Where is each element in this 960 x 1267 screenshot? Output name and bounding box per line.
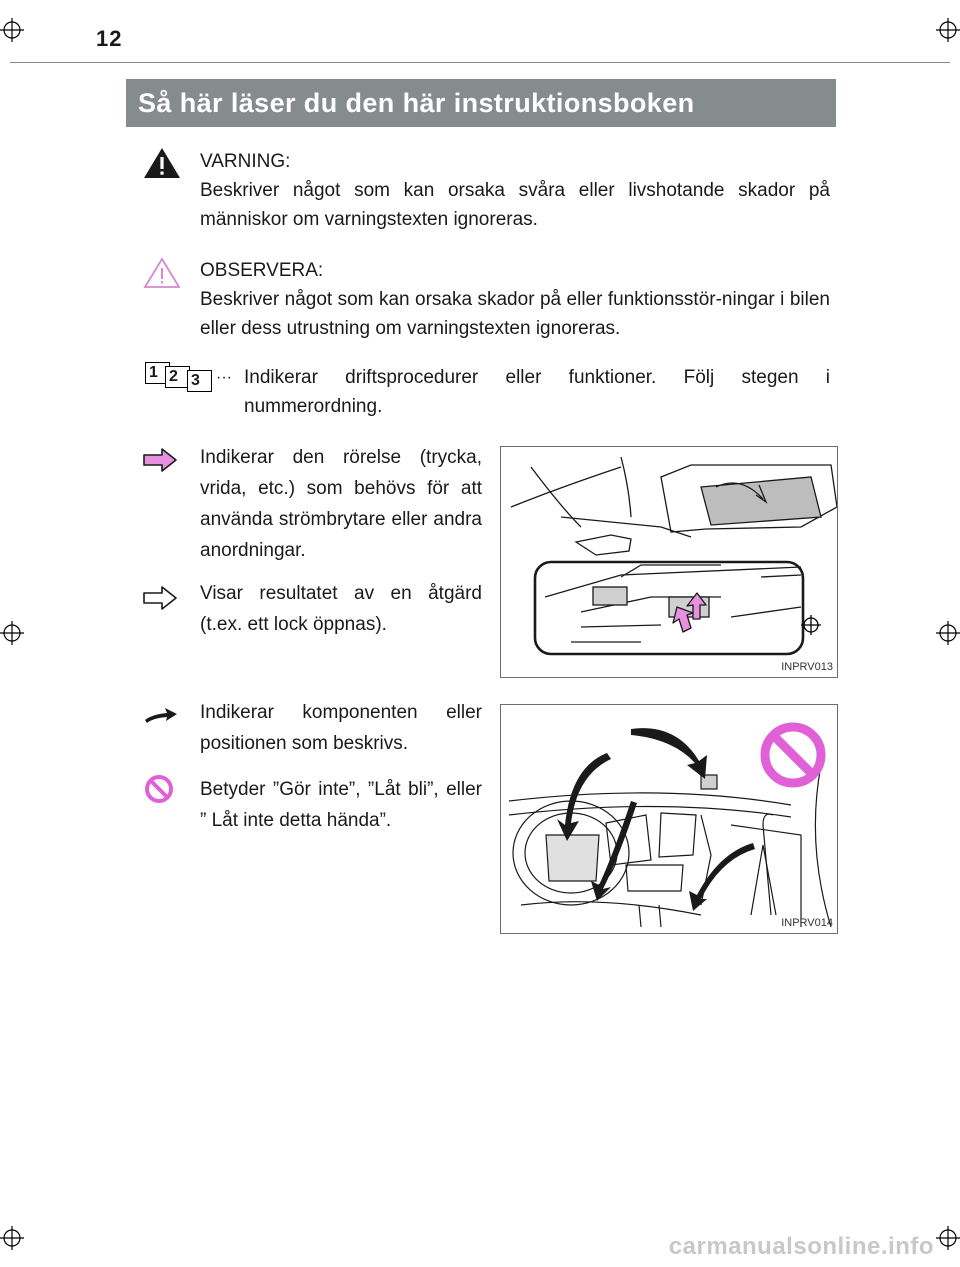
- warning-heading: VARNING:: [200, 151, 291, 172]
- notice-triangle-icon: [142, 256, 182, 295]
- registration-mark-icon: [936, 18, 960, 42]
- step-badge: 3: [187, 370, 212, 392]
- motion-arrow-icon: [142, 447, 178, 478]
- registration-mark-icon: [0, 621, 24, 645]
- motion-text: Indikerar den rörelse (trycka, vrida, etc.) som behövs för att använda strömbrytare eller andra anordningar.: [200, 447, 482, 561]
- warning-text: Beskriver något som kan orsaka svåra eller livshotande skador på människor om varningstexten ignoreras.: [200, 180, 830, 230]
- registration-mark-icon: [936, 1226, 960, 1250]
- figure-sunroof-switch: [500, 446, 838, 678]
- component-arrow-icon: [143, 702, 179, 729]
- figure-dashboard: [500, 704, 838, 934]
- registration-mark-icon: [0, 1226, 24, 1250]
- result-arrow-icon: [142, 585, 178, 616]
- footer-watermark: carmanualsonline.info: [668, 1233, 934, 1260]
- registration-mark-icon: [0, 18, 24, 42]
- steps-text: Indikerar driftsprocedurer eller funktioner. Följ stegen i nummerordning.: [244, 367, 830, 417]
- figure-code: INPRV013: [781, 661, 833, 673]
- step-badges: [145, 362, 215, 392]
- prohibit-text: Betyder ”Gör inte”, ”Låt bli”, eller ” Låt inte detta hända”.: [200, 779, 482, 831]
- warning-triangle-icon: [142, 146, 182, 185]
- registration-mark-icon: [936, 621, 960, 645]
- result-text: Visar resultatet av en åtgärd (t.ex. ett lock öppnas).: [200, 583, 482, 635]
- step-badge: 1: [145, 362, 170, 384]
- step-badge: 2: [165, 366, 190, 388]
- section-title: Så här läser du den här instruktionsboken: [126, 79, 836, 127]
- prohibit-icon: [143, 773, 175, 810]
- step-dots: ···: [216, 369, 232, 386]
- notice-heading: OBSERVERA:: [200, 260, 324, 281]
- header-rule: [10, 62, 950, 63]
- figure-code: INPRV014: [781, 917, 833, 929]
- notice-text: Beskriver något som kan orsaka skador på eller funktionsstör-ningar i bilen eller dess utrustning om varningstexten ignoreras.: [200, 289, 830, 339]
- page-number: 12: [96, 26, 123, 51]
- component-text: Indikerar komponenten eller positionen som beskrivs.: [200, 702, 482, 754]
